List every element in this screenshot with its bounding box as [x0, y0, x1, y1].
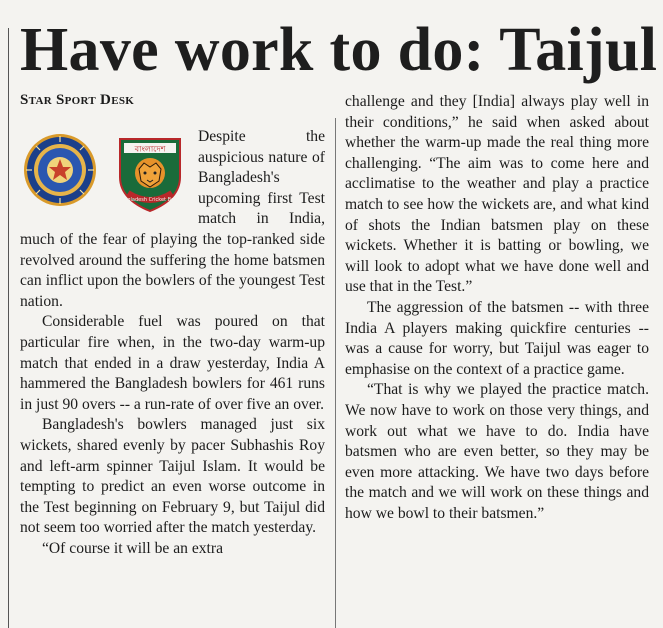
- svg-text:Bangladesh Cricket Board: Bangladesh Cricket Board: [117, 197, 183, 203]
- paragraph-1: Despite the auspicious nature of Bangladesh's upcoming first Test match in India, much of the fear of playing the top-ranked side revolved around the suffering the home batsmen can inflict upon the bowlers of the youngest Test nation.: [20, 128, 325, 310]
- logos-figure: [20, 127, 192, 213]
- article-column-1: [20, 127, 325, 628]
- logos-image: [20, 127, 192, 213]
- paragraph-5: challenge and they [India] always play well in their conditions,” he said when asked about whether the warm-up made the real thing more challenging. “The aim was to come here and acclimatise to the weather and play a practice match to see how the wickets are, and what kind of shots the Indian batsmen play on these wickets. Whether it is batting or bowling, we will look to adopt what we have done well and use that in the Test.”: [345, 93, 649, 296]
- paragraph-4: “Of course it will be an extra: [42, 539, 223, 557]
- paragraph-2: Considerable fuel was poured on that particular fire when, in the two-day warm-up match that ended in a draw yesterday, India A hammered the Bangladesh bowlers for 461 runs in just 90 overs -- a run-rate of over five an over.: [20, 313, 325, 413]
- bangladesh-cricket-board-logo-icon: [118, 139, 183, 211]
- headline: Have work to do: Taijul: [20, 16, 658, 84]
- article-column-2: [345, 92, 649, 628]
- column-divider: [335, 118, 336, 628]
- bcci-logo-icon: [24, 134, 96, 206]
- svg-text:বাংলাদেশ: বাংলাদেশ: [134, 144, 166, 154]
- byline: Star Sport Desk: [20, 92, 135, 108]
- page-left-rule: [8, 28, 9, 628]
- paragraph-6: The aggression of the batsmen -- with three India A players making quickfire centuries -- was a cause for worry, but Taijul was eager to emphasise on the context of a practice game.: [345, 298, 649, 378]
- paragraph-7: “That is why we played the practice match. We now have to work on those very things, and work out what we have to do. India have batsmen who are even better, so they may be even more attacking. We have two days before the match and we will work on these things and how we bowl to their batsmen.”: [345, 381, 649, 522]
- paragraph-3: Bangladesh's bowlers managed just six wickets, shared evenly by pacer Subhashis Roy and left-arm spinner Taijul Islam. It would be tempting to predict an even worse outcome in the Test beginning on February 9, but Taijul did not seem too worried after the match yesterday.: [20, 416, 325, 537]
